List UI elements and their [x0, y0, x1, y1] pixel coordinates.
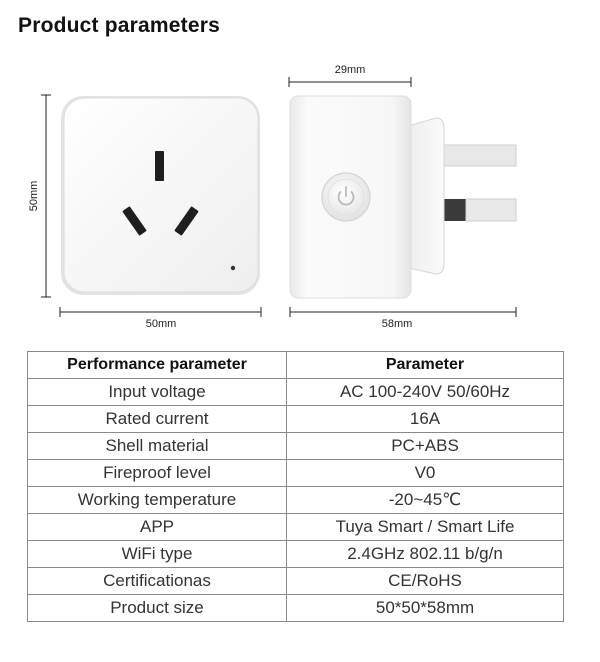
param-name: Fireproof level: [28, 460, 287, 487]
table-row: [28, 487, 564, 514]
header-performance-parameter: Performance parameter: [28, 352, 287, 379]
front-height-label: 50mm: [28, 180, 40, 212]
table-row: [28, 595, 564, 622]
plug-front-view: [61, 96, 260, 295]
socket-hole-top: [155, 151, 164, 181]
table-row: [28, 568, 564, 595]
table-header-row: [28, 352, 564, 379]
plug-side-view: [290, 96, 516, 298]
front-width-dimension: [60, 307, 261, 330]
side-total-dimension: [290, 307, 516, 330]
param-name: WiFi type: [28, 541, 287, 568]
param-value: V0: [287, 460, 564, 487]
param-value: AC 100-240V 50/60Hz: [287, 379, 564, 406]
table-row: [28, 433, 564, 460]
prong-top: [436, 145, 516, 166]
side-total-label: 58mm: [381, 317, 413, 330]
prong-bottom-light: [466, 199, 516, 221]
page-title: Product parameters: [18, 14, 221, 37]
front-height-dimension: [28, 95, 51, 297]
table-row: [28, 406, 564, 433]
led-dot: [231, 266, 235, 270]
table-row: [28, 379, 564, 406]
param-value: 2.4GHz 802.11 b/g/n: [287, 541, 564, 568]
param-name: Certificationas: [28, 568, 287, 595]
param-name: Shell material: [28, 433, 287, 460]
param-name: Rated current: [28, 406, 287, 433]
table-row: [28, 541, 564, 568]
param-value: Tuya Smart / Smart Life: [287, 514, 564, 541]
parameters-table: [27, 351, 564, 622]
side-depth-dimension: [289, 64, 411, 87]
param-value: 50*50*58mm: [287, 595, 564, 622]
param-name: Working temperature: [28, 487, 287, 514]
header-parameter: Parameter: [287, 352, 564, 379]
table-row: [28, 460, 564, 487]
side-depth-label: 29mm: [334, 64, 366, 76]
param-value: CE/RoHS: [287, 568, 564, 595]
param-name: APP: [28, 514, 287, 541]
table-row: [28, 514, 564, 541]
param-name: Input voltage: [28, 379, 287, 406]
param-value: -20~45℃: [287, 487, 564, 514]
power-icon: [322, 173, 370, 221]
param-value: PC+ABS: [287, 433, 564, 460]
param-value: 16A: [287, 406, 564, 433]
front-width-label: 50mm: [145, 317, 177, 330]
plug-rear-cap: [408, 118, 444, 274]
param-name: Product size: [28, 595, 287, 622]
